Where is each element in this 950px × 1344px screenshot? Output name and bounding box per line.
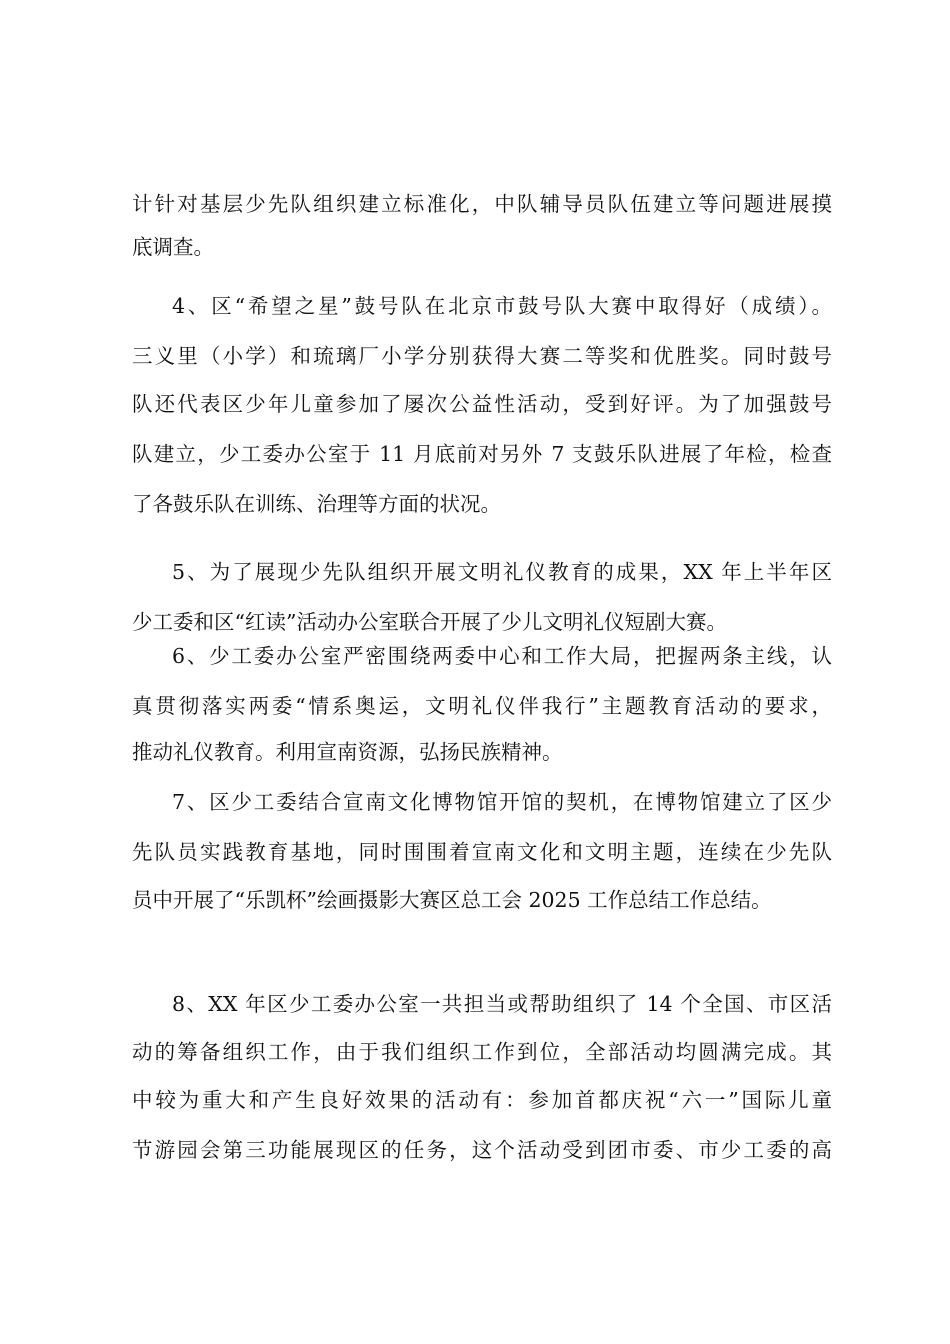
paragraph-line: 三义里（小学）和琉璃厂小学分别获得大赛二等奖和优胜奖。同时鼓号 bbox=[132, 344, 832, 368]
paragraph-line: 计针对基层少先队组织建立标准化，中队辅导员队伍建立等问题进展摸 bbox=[132, 192, 832, 216]
paragraph-line: 4、区“希望之星”鼓号队在北京市鼓号队大赛中取得好（成绩）。 bbox=[172, 294, 832, 318]
paragraph-line: 8、XX 年区少工委办公室一共担当或帮助组织了 14 个全国、市区活 bbox=[172, 992, 832, 1016]
paragraph-line: 队建立，少工委办公室于 11 月底前对另外 7 支鼓乐队进展了年检，检查 bbox=[132, 442, 832, 466]
paragraph-line: 队还代表区少年儿童参加了屡次公益性活动，受到好评。为了加强鼓号 bbox=[132, 392, 832, 416]
paragraph-line: 先队员实践教育基地，同时围围着宣南文化和文明主题，连续在少先队 bbox=[132, 840, 832, 864]
paragraph-line: 5、为了展现少先队组织开展文明礼仪教育的成果，XX 年上半年区 bbox=[172, 560, 832, 584]
paragraph-line: 了各鼓乐队在训练、治理等方面的状况。 bbox=[132, 492, 501, 516]
paragraph-line: 7、区少工委结合宣南文化博物馆开馆的契机，在博物馆建立了区少 bbox=[172, 790, 832, 814]
paragraph-line: 中较为重大和产生良好效果的活动有：参加首都庆祝“六一”国际儿童 bbox=[132, 1088, 832, 1112]
paragraph-line: 动的筹备组织工作，由于我们组织工作到位，全部活动均圆满完成。其 bbox=[132, 1040, 832, 1064]
paragraph-line: 节游园会第三功能展现区的任务，这个活动受到团市委、市少工委的高 bbox=[132, 1138, 832, 1162]
paragraph-line: 推动礼仪教育。利用宣南资源，弘扬民族精神。 bbox=[132, 740, 563, 764]
paragraph-line: 6、少工委办公室严密围绕两委中心和工作大局，把握两条主线，认 bbox=[172, 644, 832, 668]
paragraph-line: 底调查。 bbox=[132, 235, 214, 259]
paragraph-line: 真贯彻落实两委“情系奥运，文明礼仪伴我行”主题教育活动的要求， bbox=[132, 694, 832, 718]
paragraph-line: 员中开展了“乐凯杯”绘画摄影大赛区总工会 2025 工作总结工作总结。 bbox=[132, 888, 772, 912]
paragraph-line: 少工委和区“红读”活动办公室联合开展了少儿文明礼仪短剧大赛。 bbox=[132, 610, 727, 634]
